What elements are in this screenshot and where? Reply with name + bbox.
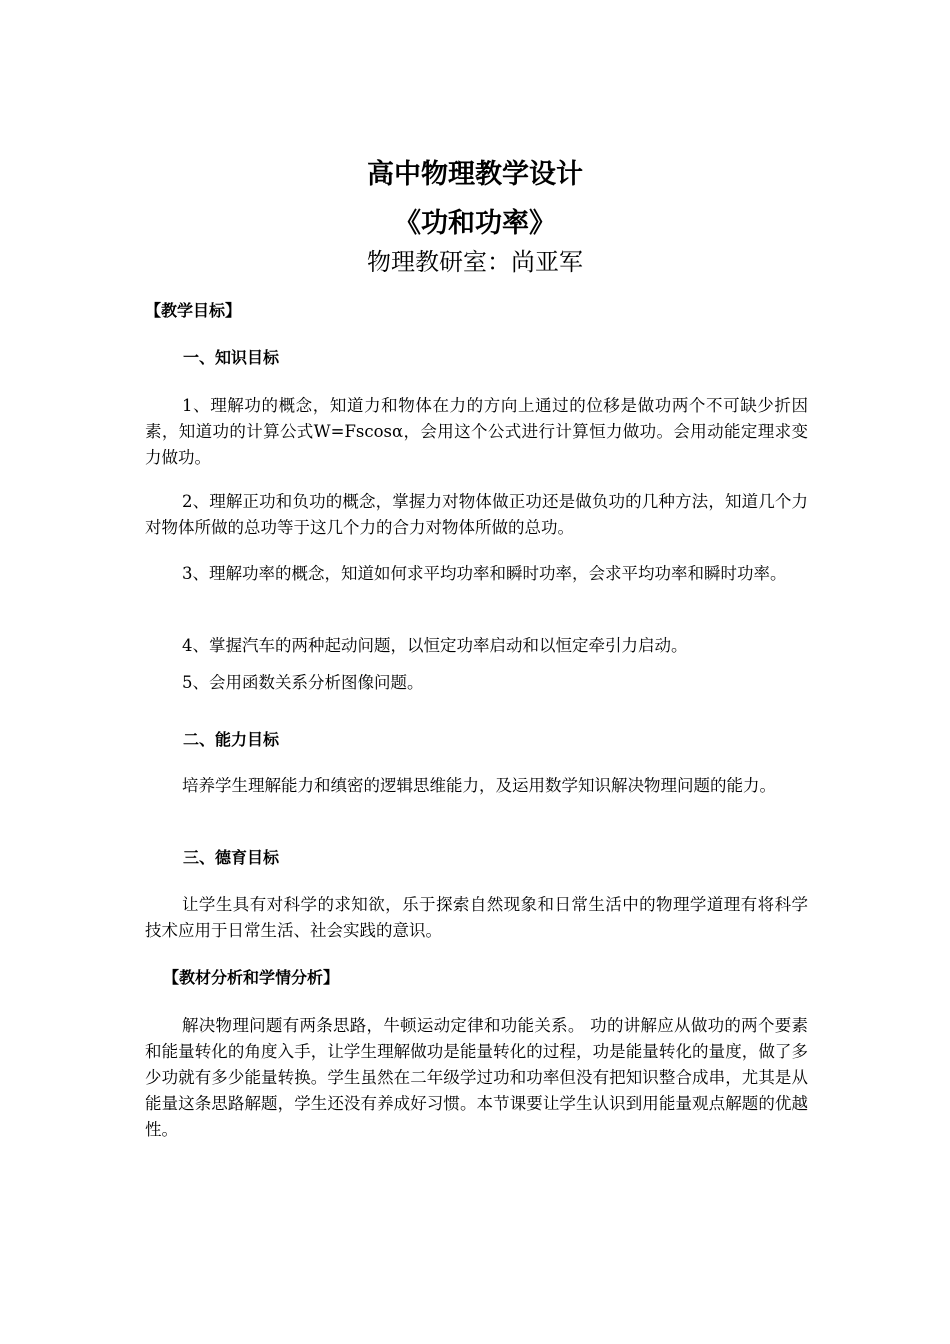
ability-goals-heading: 二、能力目标 (183, 730, 280, 749)
knowledge-goal-3: 3、理解功率的概念，知道如何求平均功率和瞬时功率，会求平均功率和瞬时功率。 (182, 564, 787, 583)
knowledge-goal-5: 5、会用函数关系分析图像问题。 (182, 673, 424, 692)
document-title: 高中物理教学设计 (367, 159, 583, 190)
analysis-text: 解决物理问题有两条思路，牛顿运动定律和功能关系。 功的讲解应从做功的两个要素和能量转化的角度入手，让学生理解做功是能量转化的过程，功是能量转化的量度，做了多少功就有多少能量转换。学生虽然在二年级学过功和功率但没有把知识整合成串，尤其是从能量这条思路解题，学生还没有养成好习惯。本节课要让学生认识到用能量观点解题的优越性。 (145, 1016, 808, 1139)
document-subtitle: 《功和功率》 (394, 208, 556, 239)
knowledge-goals-heading: 一、知识目标 (183, 348, 280, 367)
ability-goals-text: 培养学生理解能力和缜密的逻辑思维能力，及运用数学知识解决物理问题的能力。 (182, 776, 776, 795)
knowledge-goal-2: 2、理解正功和负功的概念，掌握力对物体做正功还是做负功的几种方法，知道几个力对物体所做的总功等于这几个力的合力对物体所做的总功。 (145, 492, 808, 537)
moral-goals-text: 让学生具有对科学的求知欲，乐于探索自然现象和日常生活中的物理学道理有将科学技术应用于日常生活、社会实践的意识。 (145, 895, 808, 940)
teaching-goals-heading: 【教学目标】 (145, 301, 242, 320)
knowledge-goal-1: 1、理解功的概念，知道力和物体在力的方向上通过的位移是做功两个不可缺少折因素，知道功的计算公式W=Fscosα，会用这个公式进行计算恒力做功。会用动能定理求变力做功。 (145, 396, 808, 467)
knowledge-goal-4: 4、掌握汽车的两种起动问题，以恒定功率启动和以恒定牵引力启动。 (182, 636, 688, 655)
moral-goals-heading: 三、德育目标 (183, 848, 280, 867)
document-author: 物理教研室：尚亚军 (367, 248, 583, 276)
analysis-heading: 【教材分析和学情分析】 (163, 968, 340, 987)
